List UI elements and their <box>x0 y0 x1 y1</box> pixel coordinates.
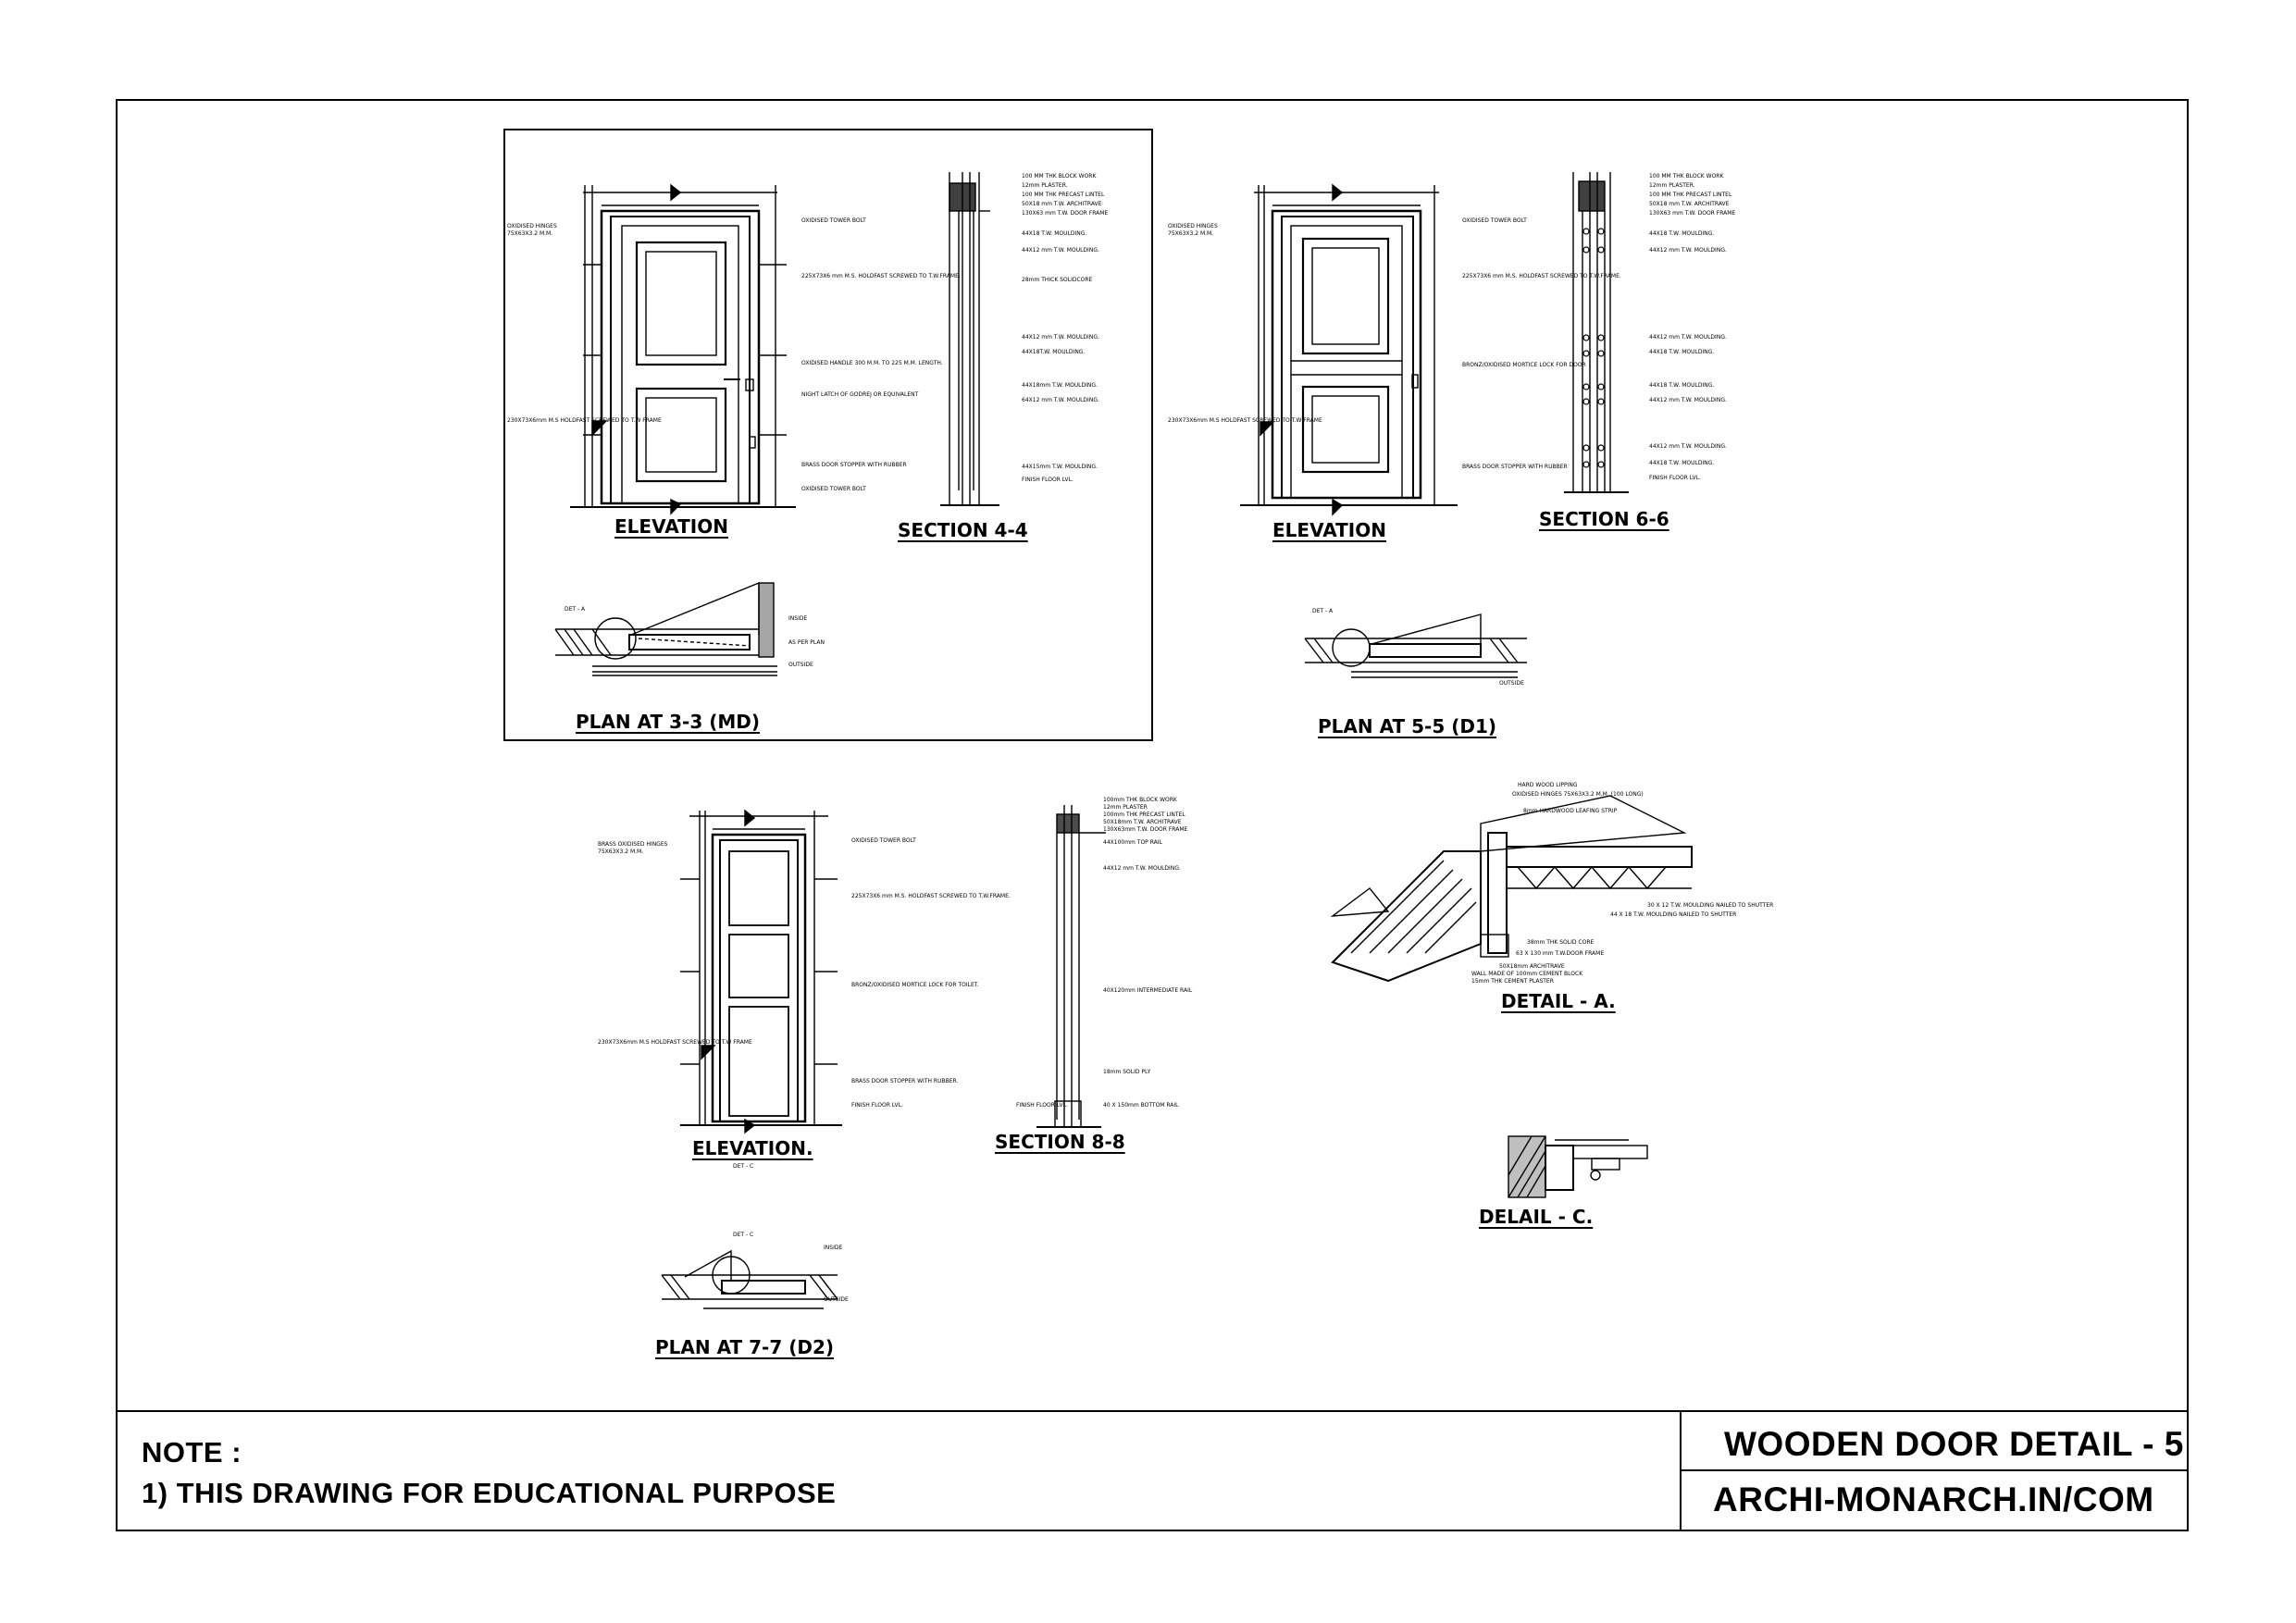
d2-label-stopper: BRASS DOOR STOPPER WITH RUBBER. <box>851 1078 959 1084</box>
d2-label-tower-bolt: OXIDISED TOWER BOLT <box>851 837 916 844</box>
d2-label-holdfast-left: 230X73X6mm M.S HOLDFAST SCREWED TO T.W FRAME <box>598 1039 752 1046</box>
md-label-night-latch: NIGHT LATCH OF GODREJ OR EQUIVALENT <box>801 391 919 398</box>
s66-label-11: 44X12 mm T.W. MOULDING. <box>1649 397 1727 403</box>
plan-7-7-title: PLAN AT 7-7 (D2) <box>655 1336 835 1358</box>
deta-label-7: 63 X 130 mm T.W.DOOR FRAME <box>1516 950 1605 957</box>
s88-label-4: 50X18mm T.W. ARCHITRAVE <box>1103 819 1182 825</box>
s66-label-7: 44X12 mm T.W. MOULDING. <box>1649 247 1727 254</box>
d2-label-hinges: BRASS OXIDISED HINGES <box>598 841 668 848</box>
d1-label-stopper: BRASS DOOR STOPPER WITH RUBBER <box>1462 464 1568 470</box>
website-label: ARCHI-MONARCH.IN/COM <box>1713 1481 2154 1518</box>
plan33-as-per-plan: AS PER PLAN <box>788 639 825 646</box>
deta-label-2: OXIDISED HINGES 75X63X3.2 M.M. (100 LONG) <box>1512 791 1644 798</box>
deta-label-1: HARD WOOD LIPPING <box>1518 782 1578 788</box>
s66-label-4: 50X18 mm T.W. ARCHITRAVE <box>1649 201 1730 207</box>
s66-label-8: 44X12 mm T.W. MOULDING. <box>1649 334 1727 341</box>
detail-a-title: DETAIL - A. <box>1501 990 1616 1012</box>
s44-label-12: 64X12 mm T.W. MOULDING. <box>1022 397 1099 403</box>
s44-label-13: 44X15mm T.W. MOULDING. <box>1022 464 1098 470</box>
md-label-holdfast: 225X73X6 mm M.S. HOLDFAST SCREWED TO T.W.FRAME. <box>801 273 961 279</box>
plan-5-5-drawing <box>1305 614 1527 677</box>
detail-c-title: DELAIL - C. <box>1479 1206 1594 1228</box>
d1-label-hinges: OXIDISED HINGES <box>1168 223 1218 229</box>
deta-label-6: 38mm THK SOLID CORE <box>1527 939 1595 946</box>
plan33-det: DET - A <box>565 606 586 613</box>
s66-label-1: 100 MM THK BLOCK WORK <box>1649 173 1724 180</box>
deta-label-5: 30 X 12 T.W. MOULDING NAILED TO SHUTTER <box>1647 902 1774 909</box>
section-4-4-title: SECTION 4-4 <box>898 519 1028 541</box>
s88-label-3: 100mm THK PRECAST LINTEL <box>1103 812 1185 818</box>
s88-label-1: 100mm THK BLOCK WORK <box>1103 797 1177 803</box>
section-8-8-drawing <box>1036 805 1106 1127</box>
section-6-6-title: SECTION 6-6 <box>1539 508 1669 530</box>
plan77-inside: INSIDE <box>824 1245 843 1251</box>
s44-label-3: 100 MM THK PRECAST LINTEL <box>1022 192 1105 198</box>
plan55-outside: OUTSIDE <box>1499 680 1524 687</box>
s44-label-7: 44X12 mm T.W. MOULDING. <box>1022 247 1099 254</box>
s66-label-13: 44X18 T.W. MOULDING. <box>1649 460 1715 466</box>
plan-7-7-drawing <box>662 1251 838 1308</box>
d2-det: DET - C <box>733 1163 754 1170</box>
s66-label-9: 44X18 T.W. MOULDING. <box>1649 349 1715 355</box>
s88-label-5: 130X63mm T.W. DOOR FRAME <box>1103 826 1188 833</box>
md-label-hinges-size: 75X63X3.2 M.M. <box>507 230 553 237</box>
md-label-door-stopper: BRASS DOOR STOPPER WITH RUBBER <box>801 462 907 468</box>
drawing-title: WOODEN DOOR DETAIL - 5 <box>1724 1425 2184 1463</box>
s44-label-6: 44X18 T.W. MOULDING. <box>1022 230 1087 237</box>
s88-label-2: 12mm PLASTER <box>1103 804 1148 811</box>
md-label-tower-bolt-bottom: OXIDISED TOWER BOLT <box>801 486 866 492</box>
section-6-6-drawing <box>1564 172 1629 492</box>
elevation-d2-drawing <box>680 811 842 1133</box>
md-label-tower-bolt: OXIDISED TOWER BOLT <box>801 217 866 224</box>
deta-label-9: WALL MADE OF 100mm CEMENT BLOCK <box>1471 971 1583 977</box>
s66-label-3: 100 MM THK PRECAST LINTEL <box>1649 192 1732 198</box>
plan-3-3-drawing <box>555 583 777 675</box>
d1-label-tower-bolt: OXIDISED TOWER BOLT <box>1462 217 1527 224</box>
note-line-1: 1) THIS DRAWING FOR EDUCATIONAL PURPOSE <box>142 1477 837 1509</box>
deta-label-3: 8mm HARDWOOD LEAFING STRIP <box>1523 808 1618 814</box>
plan33-outside: OUTSIDE <box>788 662 813 668</box>
s66-label-2: 12mm PLASTER. <box>1649 182 1695 189</box>
d2-label-floor: FINISH FLOOR LVL. <box>851 1102 903 1109</box>
d1-label-holdfast: 225X73X6 mm M.S. HOLDFAST SCREWED TO T.W.FRAME. <box>1462 273 1621 279</box>
s44-label-9: 44X12 mm T.W. MOULDING. <box>1022 334 1099 341</box>
s66-label-10: 44X18 T.W. MOULDING. <box>1649 382 1715 389</box>
md-label-hinges: OXIDISED HINGES <box>507 223 557 229</box>
elevation-md-drawing <box>570 185 796 514</box>
note-heading: NOTE : <box>142 1436 242 1468</box>
d2-label-hinges-size: 75X63X3.2 M.M. <box>598 849 644 855</box>
deta-label-10: 15mm THK CEMENT PLASTER <box>1471 978 1554 985</box>
s88-label-7: 44X12 mm T.W. MOULDING. <box>1103 865 1181 872</box>
s44-label-14: FINISH FLOOR LVL. <box>1022 477 1074 483</box>
plan-3-3-title: PLAN AT 3-3 (MD) <box>576 711 760 733</box>
s44-label-8: 28mm THICK SOLIDCORE <box>1022 277 1093 283</box>
deta-label-8: 50X18mm ARCHITRAVE <box>1499 963 1565 970</box>
deta-label-4: 44 X 18 T.W. MOULDING NAILED TO SHUTTER <box>1610 911 1737 918</box>
s44-label-2: 12mm PLASTER. <box>1022 182 1068 189</box>
elevation-d2-title: ELEVATION. <box>692 1137 813 1159</box>
d1-label-mortice: BRONZ/OXIDISED MORTICE LOCK FOR DOOR <box>1462 362 1586 368</box>
detail-a-drawing <box>1333 796 1692 981</box>
s44-label-1: 100 MM THK BLOCK WORK <box>1022 173 1097 180</box>
elevation-md-title: ELEVATION <box>614 515 728 538</box>
plan33-inside: INSIDE <box>788 615 808 622</box>
plan77-outside: OUTSIDE <box>824 1296 849 1303</box>
detail-c-drawing <box>1508 1136 1647 1197</box>
s88-label-8: 40X120mm INTERMEDIATE RAIL <box>1103 987 1193 994</box>
s66-label-12: 44X12 mm T.W. MOULDING. <box>1649 443 1727 450</box>
section-4-4-drawing <box>940 172 999 505</box>
s66-label-6: 44X18 T.W. MOULDING. <box>1649 230 1715 237</box>
md-label-handle: OXIDISED HANDLE 300 M.M. TO 225 M.M. LENGTH. <box>801 360 943 366</box>
s66-label-5: 130X63 mm T.W. DOOR FRAME <box>1649 210 1736 217</box>
s44-label-5: 130X63 mm T.W. DOOR FRAME <box>1022 210 1109 217</box>
title-block-hline <box>1680 1469 2189 1471</box>
d1-label-hinges-size: 75X63X3.2 M.M. <box>1168 230 1214 237</box>
title-block <box>116 1410 2189 1531</box>
s44-label-11: 44X18mm T.W. MOULDING. <box>1022 382 1098 389</box>
title-block-divider <box>1680 1412 1682 1531</box>
s88-label-floor: FINISH FLOOR LVL. <box>1016 1102 1068 1109</box>
elevation-d1-drawing <box>1240 185 1458 514</box>
plan55-det: DET - A <box>1312 608 1334 614</box>
d1-label-holdfast-left: 230X73X6mm M.S HOLDFAST SCREWED TO T.W FRAME <box>1168 417 1322 424</box>
elevation-d1-title: ELEVATION <box>1272 519 1386 541</box>
s88-label-6: 44X100mm TOP RAIL <box>1103 839 1162 846</box>
s88-label-10: 40 X 150mm BOTTOM RAIL <box>1103 1102 1179 1109</box>
section-8-8-title: SECTION 8-8 <box>995 1131 1125 1153</box>
d2-label-mortice: BRONZ/OXIDISED MORTICE LOCK FOR TOILET. <box>851 982 979 988</box>
plan-5-5-title: PLAN AT 5-5 (D1) <box>1318 715 1497 737</box>
s66-label-14: FINISH FLOOR LVL. <box>1649 475 1701 481</box>
s44-label-10: 44X18T.W. MOULDING. <box>1022 349 1086 355</box>
d2-label-holdfast: 225X73X6 mm M.S. HOLDFAST SCREWED TO T.W.FRAME. <box>851 893 1011 899</box>
s88-label-9: 18mm SOLID PLY <box>1103 1069 1151 1075</box>
s44-label-4: 50X18 mm T.W. ARCHITRAVE <box>1022 201 1102 207</box>
plan77-det: DET - C <box>733 1232 754 1238</box>
md-label-holdfast-left: 230X73X6mm M.S HOLDFAST SCREWED TO T.W FRAME <box>507 417 662 424</box>
